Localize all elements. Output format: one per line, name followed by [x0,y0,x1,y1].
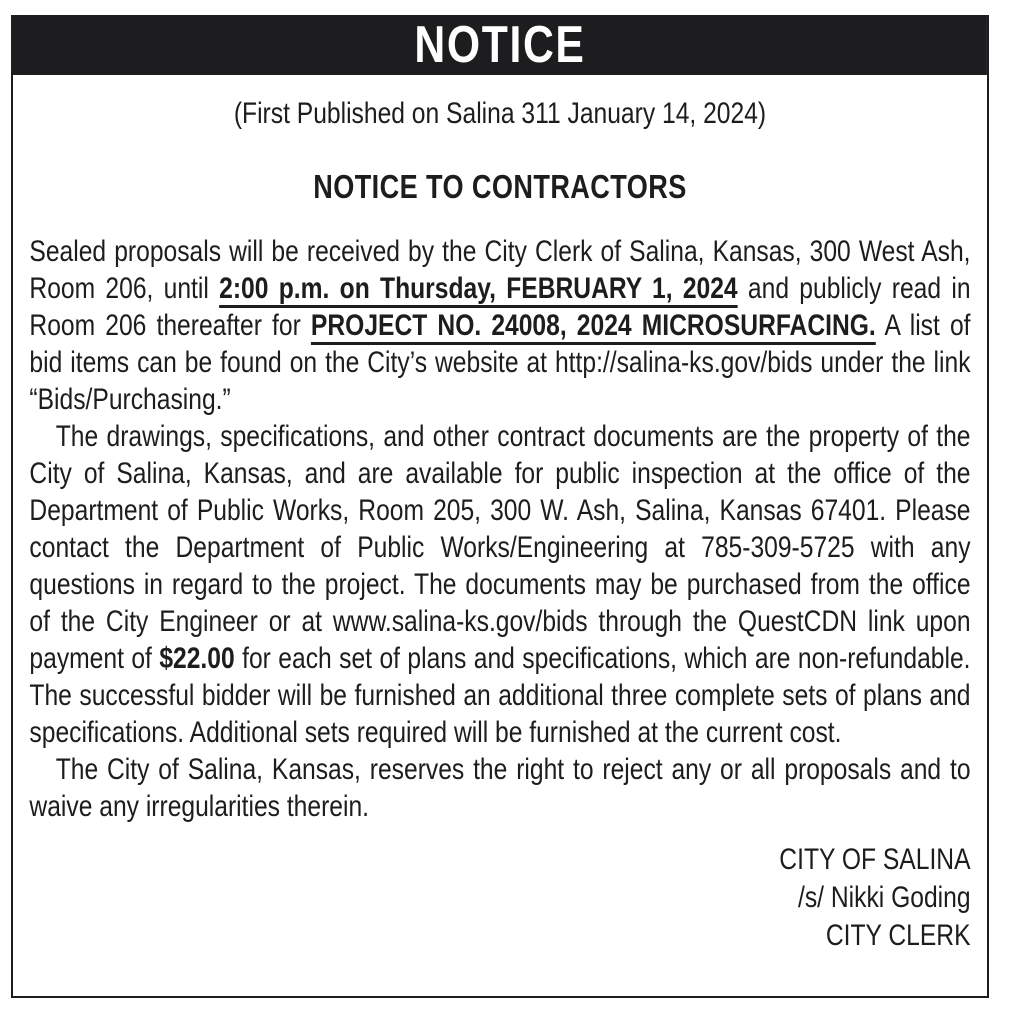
text-segment: The City of Salina, Kansas, reserves the right to reject any or all proposals and to waive any irregularities therein. [29,753,971,823]
notice-body-area [13,97,987,955]
signature-signer: /s/ Nikki Goding [798,881,971,914]
signature-organization: CITY OF SALINA [779,843,971,876]
plan-fee-text: $22.00 [159,642,235,675]
notice-banner [13,17,987,75]
text-segment: Sealed proposals will be received by the City Clerk of Salina, Kansas, 300 West Ash, Room 206, until [29,235,971,305]
project-number-text: PROJECT NO. 24008, 2024 MICROSURFACING. [310,309,876,342]
notice-box [11,15,989,998]
text-segment: A list of bid items can be found on the City’s website at http://salina-ks.gov/bids under the link “Bids/Purchasing.” [29,309,971,416]
notice-paragraphs [29,233,970,825]
text-segment: for each set of plans and specifications, which are non-refundable. The successful bidder will be furnished an additional three complete sets of plans and specifications. Additional sets required will be furnished at the current cost. [29,642,971,749]
notice-heading: NOTICE TO CONTRACTORS [313,168,687,205]
signature-title: CITY CLERK [825,919,971,952]
banner-title: NOTICE [414,15,586,74]
first-published-line: (First Published on Salina 311 January 14, 2024) [233,97,767,130]
bid-deadline-text: 2:00 p.m. on Thursday, FEBRUARY 1, 2024 [219,272,738,305]
notice-content [13,17,987,955]
text-segment: and publicly read in Room 206 thereafter for [29,272,971,342]
notice-paragraph [29,418,970,751]
notice-paragraph [29,233,970,418]
text-segment: The drawings, specifications, and other contract documents are the property of the City of Salina, Kansas, and are available for public inspection at the office of the Department of Public Works, Room 205, 300 W. Ash, Salina, Kansas 67401. Please contact the Department of Public Works/Engineering at 785-309-5725 with any questions in regard to the project. The documents may be purchased from the office of the City Engineer or at www.salina-ks.gov/bids through the QuestCDN link upon payment of [29,420,971,675]
notice-paragraph [29,751,970,825]
signature-block [29,841,970,955]
